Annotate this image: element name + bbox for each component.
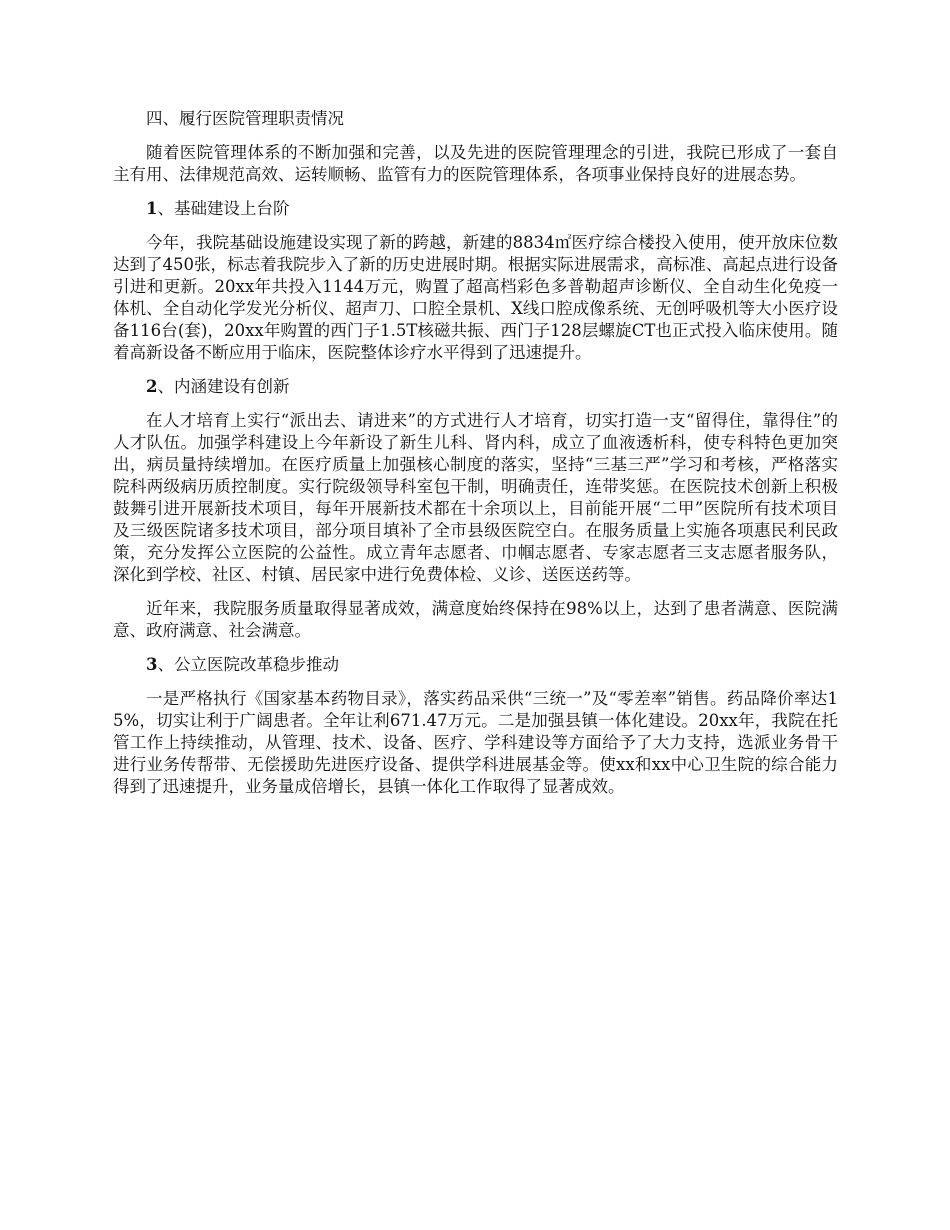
subheading-1-title: 、基础建设上台阶 <box>157 199 290 218</box>
subheading-3-number: 3 <box>146 655 158 674</box>
subheading-2 <box>113 376 838 398</box>
paragraph-infrastructure: 今年，我院基础设施建设实现了新的跨越，新建的8834㎡医疗综合楼投入使用，使开放床位数达到了450张，标志着我院步入了新的历史进展时期。根据实际进展需求，高标准、高起点进行设备引进和更新。20xx年共投入1144万元，购置了超高档彩色多普勒超声诊断仪、全自动生化免疫一体机、全自动化学发光分析仪、超声刀、口腔全景机、X线口腔成像系统、无创呼吸机等大小医疗设备116台(套)，20xx年购置的西门子1.5T核磁共振、西门子128层螺旋CT也正式投入临床使用。随着高新设备不断应用于临床，医院整体诊疗水平得到了迅速提升。 <box>113 233 838 362</box>
paragraph-connotation: 在人才培育上实行“派出去、请进来”的方式进行人才培育，切实打造一支“留得住，靠得住”的人才队伍。加强学科建设上今年新设了新生儿科、肾内科，成立了血液透析科，使专科特色更加突出，病员量持续增加。在医疗质量上加强核心制度的落实，坚持“三基三严”学习和考核，严格落实院科两级病历质控制度。实行院级领导科室包干制，明确责任，连带奖惩。在医院技术创新上积极鼓舞引进开展新技术项目，每年开展新技术都在十余项以上，目前能开展“二甲”医院所有技术项目及三级医院诸多技术项目，部分项目填补了全市县级医院空白。在服务质量上实施各项惠民利民政策，充分发挥公立医院的公益性。成立青年志愿者、巾帼志愿者、专家志愿者三支志愿者服务队，深化到学校、社区、村镇、居民家中进行免费体检、义诊、送医送药等。 <box>113 411 838 584</box>
paragraph-reform: 一是严格执行《国家基本药物目录》，落实药品采供“三统一”及“零差率”销售。药品降价率达15%，切实让利于广阔患者。全年让利671.47万元。二是加强县镇一体化建设。20xx年，我院在托管工作上持续推动，从管理、技术、设备、医疗、学科建设等方面给予了大力支持，选派业务骨干进行业务传帮带、无偿援助先进医疗设备、提供学科进展基金等。使xx和xx中心卫生院的综合能力得到了迅速提升，业务量成倍增长，县镇一体化工作取得了显著成效。 <box>113 689 838 796</box>
subheading-3 <box>113 654 838 676</box>
section-title: 四、履行医院管理职责情况 <box>146 109 344 128</box>
intro-paragraph: 随着医院管理体系的不断加强和完善，以及先进的医院管理理念的引进，我院已形成了一套自主有用、法律规范高效、运转顺畅、监管有力的医院管理体系，各项事业保持良好的进展态势。 <box>113 143 838 184</box>
subheading-3-title: 、公立医院改革稳步推动 <box>157 655 339 674</box>
subheading-1-number: 1 <box>146 199 158 218</box>
subheading-2-number: 2 <box>146 377 158 396</box>
subheading-2-title: 、内涵建设有创新 <box>157 377 290 396</box>
paragraph-satisfaction: 近年来，我院服务质量取得显著成效，满意度始终保持在98%以上，达到了患者满意、医院满意、政府满意、社会满意。 <box>113 599 838 640</box>
document-page <box>113 108 838 810</box>
subheading-1 <box>113 198 838 220</box>
